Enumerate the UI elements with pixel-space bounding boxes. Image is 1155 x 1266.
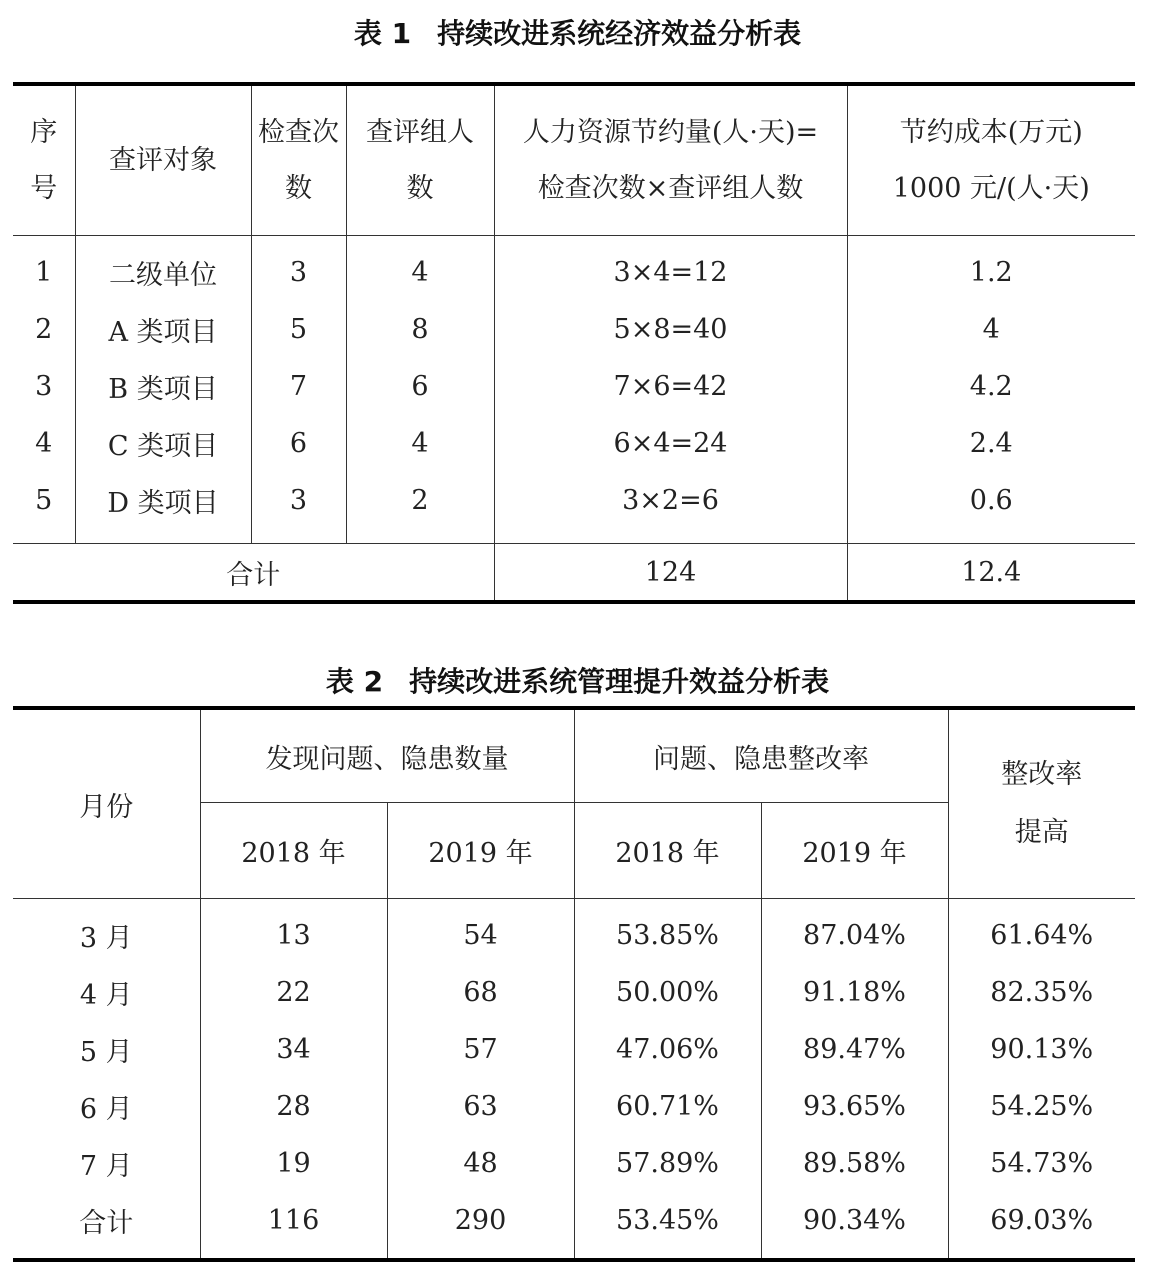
cell-found-2018: 116 xyxy=(200,1192,387,1249)
cell-rate-2018: 53.85% xyxy=(574,907,761,964)
cell-rate-2018: 57.89% xyxy=(574,1135,761,1192)
header-found-count: 发现问题、隐患数量 xyxy=(200,708,574,803)
cell-check-count: 5 xyxy=(251,301,346,358)
table-row xyxy=(13,964,1135,1021)
table-row xyxy=(13,472,1135,529)
cell-month: 3 月 xyxy=(79,923,133,954)
cell-rate-2018: 53.45% xyxy=(574,1192,761,1249)
header-rate-2018: 2018 年 xyxy=(574,803,761,899)
cell-check-count: 3 xyxy=(251,472,346,529)
cell-object: B 类项目 xyxy=(75,358,251,415)
cell-found-2019: 54 xyxy=(387,907,574,964)
table2-body xyxy=(13,708,1135,1260)
cell-group-size: 4 xyxy=(346,244,494,301)
cell-found-2018: 13 xyxy=(200,907,387,964)
table1-header-row xyxy=(13,84,1135,236)
cell-found-2019: 57 xyxy=(387,1021,574,1078)
header-seq: 序 号 xyxy=(13,84,75,236)
cell-rate-2019: 93.65% xyxy=(761,1078,948,1135)
table-row xyxy=(13,415,1135,472)
cell-group-size: 4 xyxy=(346,415,494,472)
cell-rate-2019: 89.58% xyxy=(761,1135,948,1192)
cell-rate-2018: 60.71% xyxy=(574,1078,761,1135)
cell-found-2018: 22 xyxy=(200,964,387,1021)
table-row xyxy=(13,244,1135,301)
cell-group-size: 2 xyxy=(346,472,494,529)
cell-month: 4 月 xyxy=(79,980,133,1011)
cell-manpower-saving: 6×4=24 xyxy=(494,415,847,472)
cell-seq: 3 xyxy=(35,371,53,402)
cell-found-2018: 34 xyxy=(200,1021,387,1078)
cell-seq: 4 xyxy=(35,428,53,459)
cell-group-size: 6 xyxy=(346,358,494,415)
cell-month: 6 月 xyxy=(79,1094,133,1125)
cell-cost-saving: 4 xyxy=(847,301,1135,358)
header-rate-2019: 2019 年 xyxy=(761,803,948,899)
cell-found-2018: 28 xyxy=(200,1078,387,1135)
header-rectify-rate: 问题、隐患整改率 xyxy=(574,708,948,803)
cell-group-size: 8 xyxy=(346,301,494,358)
cell-rate-improvement: 90.13% xyxy=(948,1021,1135,1078)
table-row xyxy=(13,1078,1135,1135)
cell-rate-2019: 87.04% xyxy=(761,907,948,964)
table2-spacer xyxy=(13,899,1135,908)
cell-check-count: 3 xyxy=(251,244,346,301)
cell-rate-improvement: 61.64% xyxy=(948,907,1135,964)
cell-check-count: 6 xyxy=(251,415,346,472)
table2-title xyxy=(0,662,1155,702)
cell-rate-2019: 91.18% xyxy=(761,964,948,1021)
header-group-size: 查评组人 数 xyxy=(346,84,494,236)
management-benefit-table xyxy=(13,706,1135,1262)
cell-manpower-saving: 3×2=6 xyxy=(494,472,847,529)
header-manpower-saving: 人力资源节约量(人·天)= 检查次数×查评组人数 xyxy=(494,84,847,236)
table1-spacer xyxy=(13,236,1135,245)
table2-title-text: 持续改进系统管理提升效益分析表 xyxy=(409,665,830,698)
cell-manpower-saving: 7×6=42 xyxy=(494,358,847,415)
cell-cost-saving: 2.4 xyxy=(847,415,1135,472)
table-row xyxy=(13,301,1135,358)
cell-object: A 类项目 xyxy=(75,301,251,358)
cell-rate-2019: 90.34% xyxy=(761,1192,948,1249)
cell-rate-improvement: 82.35% xyxy=(948,964,1135,1021)
cell-seq: 5 xyxy=(35,485,53,516)
table1-title-text: 持续改进系统经济效益分析表 xyxy=(437,17,802,50)
cell-seq: 2 xyxy=(35,314,53,345)
cell-check-count: 7 xyxy=(251,358,346,415)
table-row xyxy=(13,1192,1135,1249)
cell-cost-saving: 1.2 xyxy=(847,244,1135,301)
table-row xyxy=(13,358,1135,415)
cell-manpower-saving: 5×8=40 xyxy=(494,301,847,358)
table2-title-number: 表 2 xyxy=(325,665,384,698)
cell-rate-improvement: 69.03% xyxy=(948,1192,1135,1249)
cell-found-2019: 290 xyxy=(387,1192,574,1249)
cell-found-2019: 68 xyxy=(387,964,574,1021)
cell-rate-2018: 47.06% xyxy=(574,1021,761,1078)
cell-month: 合计 xyxy=(79,1208,134,1239)
header-check-count: 检查次 数 xyxy=(251,84,346,236)
cell-rate-improvement: 54.25% xyxy=(948,1078,1135,1135)
table1-body xyxy=(13,84,1135,602)
cell-rate-2019: 89.47% xyxy=(761,1021,948,1078)
table-row xyxy=(13,1135,1135,1192)
table1-title xyxy=(0,14,1155,54)
table-row xyxy=(13,1021,1135,1078)
header-cost-saving: 节约成本(万元) 1000 元/(人·天) xyxy=(847,84,1135,236)
cell-month: 5 月 xyxy=(79,1037,133,1068)
table1-total-row xyxy=(13,544,1135,603)
cell-object: D 类项目 xyxy=(75,472,251,529)
table2-spacer xyxy=(13,1249,1135,1260)
total-label: 合计 xyxy=(13,544,494,603)
cell-cost-saving: 0.6 xyxy=(847,472,1135,529)
cell-found-2019: 48 xyxy=(387,1135,574,1192)
cell-found-2018: 19 xyxy=(200,1135,387,1192)
header-found-2019: 2019 年 xyxy=(387,803,574,899)
total-cost-saving: 12.4 xyxy=(847,544,1135,603)
cell-rate-improvement: 54.73% xyxy=(948,1135,1135,1192)
cell-manpower-saving: 3×4=12 xyxy=(494,244,847,301)
header-found-2018: 2018 年 xyxy=(200,803,387,899)
header-object: 查评对象 xyxy=(75,84,251,236)
table1-title-number: 表 1 xyxy=(353,17,412,50)
total-manpower-saving: 124 xyxy=(494,544,847,603)
economic-benefit-table xyxy=(13,82,1135,604)
header-month: 月份 xyxy=(13,708,200,899)
cell-cost-saving: 4.2 xyxy=(847,358,1135,415)
cell-object: C 类项目 xyxy=(75,415,251,472)
cell-month: 7 月 xyxy=(79,1151,133,1182)
header-rate-improvement: 整改率 提高 xyxy=(948,708,1135,899)
table2-header-row xyxy=(13,708,1135,803)
cell-rate-2018: 50.00% xyxy=(574,964,761,1021)
cell-found-2019: 63 xyxy=(387,1078,574,1135)
cell-seq: 1 xyxy=(35,257,53,288)
table1-spacer xyxy=(13,529,1135,544)
cell-object: 二级单位 xyxy=(75,244,251,301)
table-row xyxy=(13,907,1135,964)
